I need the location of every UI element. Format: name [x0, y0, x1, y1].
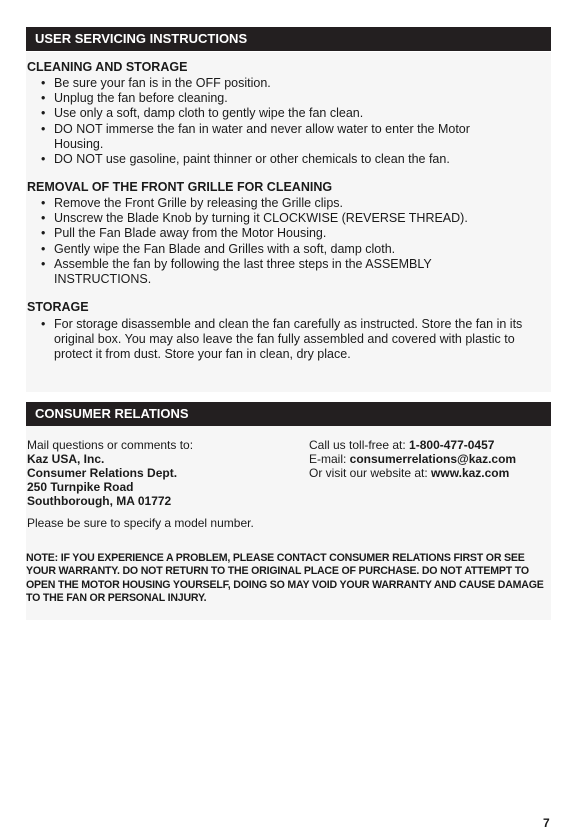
section-heading-removal: REMOVAL OF THE FRONT GRILLE FOR CLEANING [27, 180, 333, 194]
storage-list [40, 317, 550, 363]
list-item: • Unplug the fan before cleaning. [40, 91, 550, 106]
consumer-title: CONSUMER RELATIONS [26, 402, 551, 426]
mail-intro: Mail questions or comments to: [27, 438, 194, 452]
list-item: • For storage disassemble and clean the fan carefully as instructed. Store the fan in its original box. You may also leave the fan fully assembled and covered with plastic to protect it from dust. Store your fan in clean, dry place. [40, 317, 550, 363]
list-item: • Remove the Front Grille by releasing the Grille clips. [40, 196, 550, 211]
email-label: E-mail: [309, 452, 350, 466]
department: Consumer Relations Dept. [27, 466, 178, 480]
list-item: • Pull the Fan Blade away from the Motor Housing. [40, 226, 550, 241]
warranty-note: NOTE: IF YOU EXPERIENCE A PROBLEM, PLEASE CONTACT CONSUMER RELATIONS FIRST OR SEE YOUR WARRANTY. DO NOT RETURN TO THE ORIGINAL PLACE OF PURCHASE. DO NOT ATTEMPT TO OPEN THE MOTOR HOUSING YOURSELF, DOING SO MAY VOID YOUR WARRANTY AND CAUSE DAMAGE TO THE FAN OR PERSONAL INJURY. [26, 552, 544, 605]
list-item: • Unscrew the Blade Knob by turning it CLOCKWISE (REVERSE THREAD). [40, 211, 550, 226]
company-name: Kaz USA, Inc. [27, 452, 105, 466]
list-item: • Use only a soft, damp cloth to gently wipe the fan clean. [40, 106, 550, 121]
mail-address-block [27, 438, 193, 508]
list-item: • Assemble the fan by following the last three steps in the ASSEMBLY INSTRUCTIONS. [40, 257, 474, 287]
website-url: www.kaz.com [431, 466, 510, 480]
section-heading-cleaning: CLEANING AND STORAGE [27, 60, 188, 74]
contact-block [309, 438, 516, 480]
phone-label: Call us toll-free at: [309, 438, 410, 452]
list-item: • Be sure your fan is in the OFF position. [40, 76, 550, 91]
list-item: • DO NOT use gasoline, paint thinner or other chemicals to clean the fan. [40, 152, 550, 167]
list-item: • DO NOT immerse the fan in water and never allow water to enter the Motor Housing. [40, 122, 474, 152]
section-heading-storage: STORAGE [27, 300, 89, 314]
page-number: 7 [543, 816, 550, 830]
website-label: Or visit our website at: [309, 466, 432, 480]
model-number-note: Please be sure to specify a model number. [27, 516, 254, 530]
street-address: 250 Turnpike Road [27, 480, 134, 494]
email-address: consumerrelations@kaz.com [349, 452, 517, 466]
cleaning-list [40, 76, 550, 167]
removal-list [40, 196, 550, 287]
phone-number: 1-800-477-0457 [409, 438, 495, 452]
servicing-title: USER SERVICING INSTRUCTIONS [26, 27, 551, 51]
list-item: • Gently wipe the Fan Blade and Grilles with a soft, damp cloth. [40, 242, 550, 257]
city-address: Southborough, MA 01772 [27, 494, 172, 508]
